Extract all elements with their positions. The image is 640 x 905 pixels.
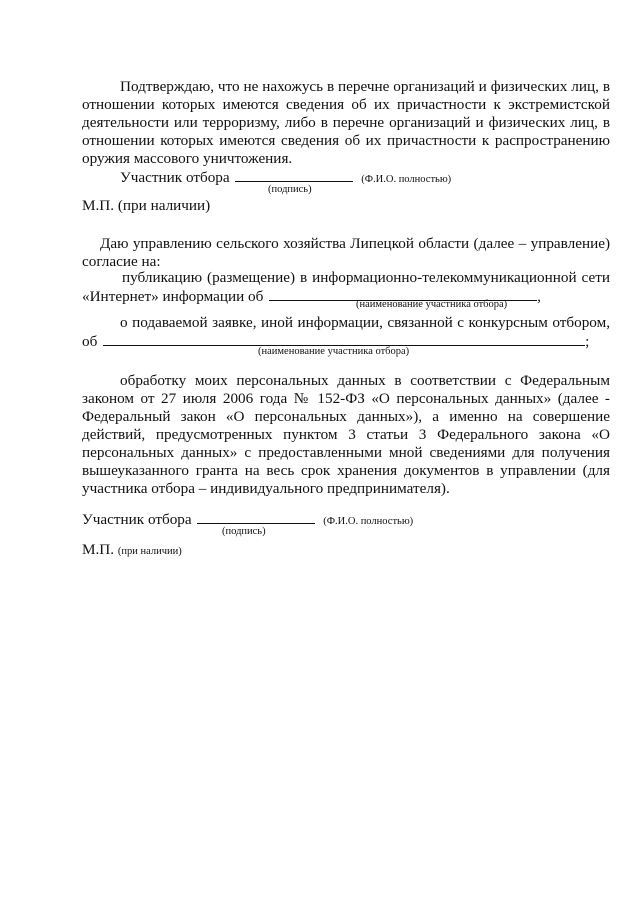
consent-item1-line-2: «Интернет» информации об (82, 288, 264, 305)
consent-item2-note: (наименование участника отбора) (258, 346, 410, 357)
consent-item3-line-2: законом от 27 июля 2006 года № 152-ФЗ «О персональных данных» (далее - (82, 390, 610, 407)
consent-item3-line-1: обработку моих персональных данных в соответствии с Федеральным (120, 372, 610, 389)
signature2-stamp-note: (при наличии) (117, 546, 182, 557)
consent-item2-end: ; (585, 333, 590, 350)
consent-item2-line-1: о подаваемой заявке, иной информации, связанной с конкурсным отбором, (120, 314, 610, 331)
signature2-stamp (82, 541, 182, 561)
signature1-line (235, 168, 353, 182)
consent-item1-note: (наименование участника отбора) (356, 299, 508, 310)
consent-item2-line-2: об (82, 333, 98, 350)
consent-intro-line-1: Даю управлению сельского хозяйства Липецкой области (далее – управление) (100, 235, 610, 252)
paragraph1-line-3: деятельности или терроризму, либо в перечне организаций и физических лиц, в (82, 114, 610, 131)
signature1-stamp: М.П. (при наличии) (82, 197, 211, 214)
consent-item3-line-3: Федеральный закон «О персональных данных»), а именно на совершение (82, 408, 610, 425)
consent-item1-line-1: публикацию (размещение) в информационно-телекоммуникационной сети (122, 269, 610, 286)
consent-item3-line-7: участника отбора – индивидуального предпринимателя). (82, 480, 450, 497)
signature2-stamp-label: М.П. (82, 541, 115, 558)
signature1-participant-label: Участник отбора (120, 169, 230, 186)
signature2-fio-note: (Ф.И.О. полностью) (323, 516, 414, 527)
signature1-fio-note: (Ф.И.О. полностью) (361, 174, 452, 185)
consent-item3-line-4: действий, предусмотренных пунктом 3 статьи 3 Федерального закона «О (82, 426, 610, 443)
consent-intro-line-2: согласие на: (82, 253, 161, 270)
signature2-line (197, 510, 315, 524)
consent-item3-line-5: персональных данных» с предоставленными мной сведениями для получения (82, 444, 610, 461)
signature2-signature-note: (подпись) (222, 526, 266, 537)
signature2-participant-label: Участник отбора (82, 511, 192, 528)
paragraph1-line-1: Подтверждаю, что не нахожусь в перечне организаций и физических лиц, в (120, 78, 610, 95)
consent-item3-line-6: вышеуказанного гранта на весь срок хранения документов в управлении (для (82, 462, 610, 479)
consent-item2-blank-line (103, 332, 585, 346)
consent-item1-end: , (537, 288, 541, 305)
paragraph1-line-4: отношении которых имеются сведения об их причастности к распространению (82, 132, 610, 149)
signature1-signature-note: (подпись) (268, 184, 312, 195)
paragraph1-line-2: отношении которых имеются сведения об их причастности к экстремистской (82, 96, 610, 113)
paragraph1-line-5: оружия массового уничтожения. (82, 150, 293, 167)
